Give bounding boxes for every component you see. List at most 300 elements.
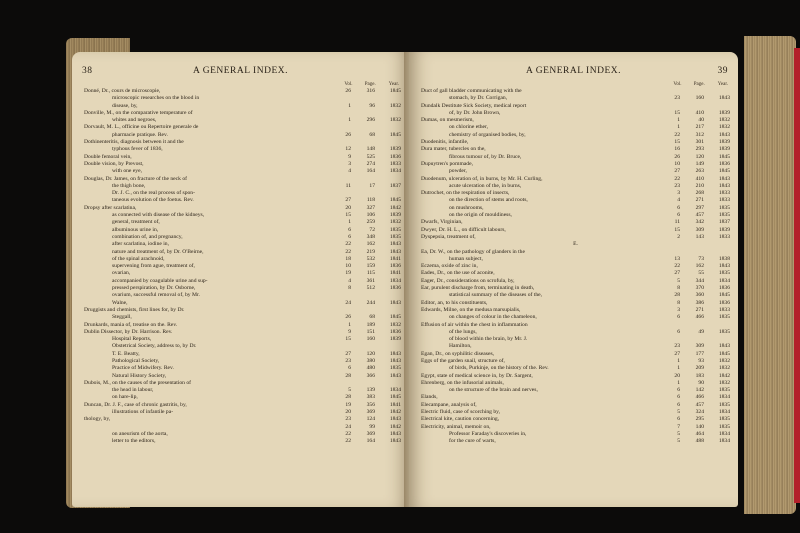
- entry-vol: 13: [674, 255, 680, 262]
- entry-page: 124: [366, 416, 375, 423]
- entry-year: 1832: [389, 219, 401, 226]
- index-entry: [84, 394, 401, 401]
- entry-vol: 5: [677, 438, 680, 445]
- entry-page: 488: [695, 438, 704, 445]
- entry-year: 1832: [718, 365, 730, 372]
- entry-page: 295: [695, 416, 704, 423]
- year-header: Year.: [388, 82, 399, 87]
- entry-year: 1842: [718, 372, 730, 379]
- entry-year: 1842: [389, 409, 401, 416]
- entry-page: 271: [695, 306, 704, 313]
- entry-vol: 15: [345, 212, 351, 219]
- entry-year: 1832: [718, 357, 730, 364]
- index-entry: [421, 307, 730, 314]
- index-entry: [421, 365, 730, 372]
- entry-year: 1836: [718, 160, 730, 167]
- index-entry: [421, 373, 730, 380]
- entry-page: 210: [695, 182, 704, 189]
- entry-vol: 1: [677, 379, 680, 386]
- entry-year: 1839: [389, 336, 401, 343]
- entry-vol: 20: [674, 372, 680, 379]
- entry-vol: 8: [677, 299, 680, 306]
- entry-vol: 24: [345, 299, 351, 306]
- index-entry: [421, 431, 730, 438]
- entry-vol: 22: [345, 438, 351, 445]
- index-entry: [84, 146, 401, 153]
- index-entry: [421, 183, 730, 190]
- entry-page: 118: [366, 197, 375, 204]
- entry-year: 1832: [718, 379, 730, 386]
- entry-page: 410: [695, 175, 704, 182]
- entry-text: letter to the editors,: [112, 438, 156, 445]
- entry-page: 177: [695, 350, 704, 357]
- index-entry: [421, 154, 730, 161]
- entry-page: 263: [695, 168, 704, 175]
- index-entry: [421, 402, 730, 409]
- entry-year: 1845: [389, 394, 401, 401]
- entry-page: 316: [366, 88, 375, 94]
- entry-text: stomach, by Dr. Corrigan,: [449, 95, 508, 102]
- entry-text: powder,: [449, 168, 467, 175]
- index-entry: [421, 88, 730, 95]
- entry-text: Double vision, by Prevost,: [84, 160, 144, 167]
- entry-year: 1843: [389, 438, 401, 445]
- entry-page: 106: [366, 212, 375, 219]
- entry-text: with one eye,: [112, 168, 142, 175]
- entry-text: of birds, Purkinje, on the history of the. Rev.: [449, 365, 549, 372]
- entry-year: 1835: [718, 314, 730, 321]
- index-entry: [84, 110, 401, 117]
- entry-year: 1836: [389, 328, 401, 335]
- entry-vol: 6: [348, 233, 351, 240]
- entry-vol: 5: [348, 387, 351, 394]
- index-entry: [421, 227, 730, 234]
- entry-vol: 27: [345, 197, 351, 204]
- entry-page: 480: [366, 365, 375, 372]
- entry-text: Dyspepsia, treatment of,: [421, 233, 476, 240]
- entry-text: Dwarfs, Virginian,: [421, 219, 463, 226]
- entry-page: 369: [366, 430, 375, 437]
- entry-vol: 6: [348, 226, 351, 233]
- index-entry: [421, 314, 730, 321]
- entry-text: Duncan, Dr. J. F., case of chronic gastritis, by,: [84, 401, 187, 408]
- entry-page: 344: [695, 277, 704, 284]
- entry-vol: 11: [345, 182, 351, 189]
- entry-year: 1835: [718, 387, 730, 394]
- entry-vol: 6: [677, 204, 680, 211]
- index-entry: [421, 146, 730, 153]
- entry-page: 296: [366, 117, 375, 124]
- entry-year: 1845: [389, 314, 401, 321]
- entry-text: microscopic researches on the blood in: [112, 95, 200, 102]
- entry-year: 1843: [389, 248, 401, 255]
- right-running-title: A GENERAL INDEX.: [526, 66, 621, 76]
- right-page-number: 39: [717, 66, 728, 76]
- index-entry: [421, 394, 730, 401]
- entry-text: typhous fever of 1836,: [112, 146, 163, 153]
- entry-page: 309: [695, 226, 704, 233]
- entry-text: Walne,: [112, 299, 128, 306]
- entry-year: 1836: [718, 285, 730, 292]
- index-entry: [421, 409, 730, 416]
- entry-text: Dwyer, Dr. H. L., on difficult labours,: [421, 226, 506, 233]
- entry-text: Dura mater, tubercles on the,: [421, 146, 486, 153]
- entry-text: Natural History Society,: [112, 372, 167, 379]
- entry-year: 1834: [718, 430, 730, 437]
- entry-page: 162: [695, 263, 704, 270]
- entry-text: acute ulceration of the, in burns,: [449, 182, 522, 189]
- entry-text: Eggs of the garden snail, structure of,: [421, 357, 505, 364]
- entry-vol: 6: [677, 394, 680, 401]
- entry-page: 142: [695, 387, 704, 394]
- entry-year: 1836: [389, 285, 401, 292]
- entry-year: 1841: [389, 255, 401, 262]
- entry-vol: 28: [345, 394, 351, 401]
- index-entry: [84, 438, 401, 445]
- entry-vol: 4: [348, 277, 351, 284]
- entry-text: Hospital Reports,: [112, 336, 152, 343]
- entry-text: Duodenum, ulceration of, in burns, by Mr. H. Curling,: [421, 175, 543, 182]
- index-entry: [84, 416, 401, 423]
- vol-header: Vol.: [344, 82, 353, 87]
- entry-page: 148: [366, 146, 375, 153]
- index-entry: [84, 227, 401, 234]
- entry-vol: 6: [677, 401, 680, 408]
- entry-vol: 24: [345, 423, 351, 430]
- entry-page: 327: [366, 204, 375, 211]
- entry-page: 324: [695, 409, 704, 416]
- entry-text: pressed perspiration, by Dr. Osborne,: [112, 285, 196, 292]
- entry-year: 1834: [718, 409, 730, 416]
- entry-page: 162: [366, 241, 375, 248]
- entry-vol: 19: [345, 401, 351, 408]
- entry-text: for the cure of warts,: [449, 438, 496, 445]
- index-entry: [84, 300, 401, 307]
- index-entry: [421, 161, 730, 168]
- entry-text: Electric fluid, case of scorching by,: [421, 409, 501, 416]
- entry-text: Dundalk Destitute Sick Society, medical report: [421, 102, 527, 109]
- entry-year: 1842: [389, 204, 401, 211]
- index-entry: [84, 183, 401, 190]
- entry-text: thology, by,: [84, 416, 111, 423]
- entry-year: 1835: [718, 416, 730, 423]
- entry-vol: 3: [348, 160, 351, 167]
- entry-page: 366: [366, 372, 375, 379]
- entry-page: 90: [698, 379, 704, 386]
- entry-page: 297: [695, 204, 704, 211]
- entry-vol: 23: [345, 357, 351, 364]
- entry-page: 68: [369, 314, 375, 321]
- entry-vol: 26: [345, 131, 351, 138]
- entry-vol: 28: [674, 292, 680, 299]
- index-entry: [421, 256, 730, 263]
- entry-text: supervening from ague, treatment of,: [112, 263, 195, 270]
- entry-text: general, treatment of,: [112, 219, 160, 226]
- index-entry: [84, 103, 401, 110]
- index-entry: [84, 314, 401, 321]
- index-entry: [421, 263, 730, 270]
- index-entry: [421, 234, 730, 241]
- entry-page: 309: [695, 343, 704, 350]
- entry-year: 1843: [389, 241, 401, 248]
- page-header: Page.: [364, 82, 376, 87]
- entry-year: 1845: [389, 88, 401, 94]
- entry-text: the thigh bone,: [112, 182, 146, 189]
- index-entry: [421, 124, 730, 131]
- index-entry: [84, 256, 401, 263]
- entry-page: 164: [366, 168, 375, 175]
- entry-year: 1836: [718, 299, 730, 306]
- index-entry: [421, 380, 730, 387]
- entry-year: 1833: [718, 233, 730, 240]
- index-entry: [84, 387, 401, 394]
- entry-year: 1834: [389, 387, 401, 394]
- index-entry: [84, 322, 401, 329]
- entry-year: 1845: [718, 153, 730, 160]
- entry-text: Dorvault, M. L., officine ou Repertoire generale de: [84, 124, 199, 131]
- index-entry: [84, 409, 401, 416]
- entry-year: 1835: [718, 423, 730, 430]
- index-entry: [421, 358, 730, 365]
- entry-vol: 20: [345, 204, 351, 211]
- index-entry: [84, 190, 401, 197]
- entry-page: 96: [369, 102, 375, 109]
- entry-text: on mushrooms,: [449, 204, 484, 211]
- entry-vol: 6: [348, 365, 351, 372]
- entry-page: 360: [695, 292, 704, 299]
- entry-year: 1839: [718, 139, 730, 146]
- entry-vol: 4: [348, 168, 351, 175]
- entry-page: 457: [695, 401, 704, 408]
- entry-text: Practice of Midwifery. Rev.: [112, 365, 174, 372]
- page-header: Page.: [693, 82, 705, 87]
- index-entry: [84, 278, 401, 285]
- entry-text: Dutrochet, on the respiration of insects,: [421, 190, 510, 197]
- index-entry: [421, 176, 730, 183]
- index-entry: [84, 402, 401, 409]
- index-entry: [84, 168, 401, 175]
- entry-page: 120: [695, 153, 704, 160]
- entry-vol: 27: [674, 350, 680, 357]
- entry-page: 312: [695, 131, 704, 138]
- entry-page: 120: [366, 350, 375, 357]
- entry-text: Egan, Dr., on syphilitic diseases,: [421, 350, 495, 357]
- entry-year: 1843: [389, 350, 401, 357]
- entry-year: 1843: [718, 131, 730, 138]
- entry-vol: 1: [348, 102, 351, 109]
- entry-text: Dubois, M., on the causes of the presentation of: [84, 379, 192, 386]
- entry-vol: 23: [345, 416, 351, 423]
- index-entry: [84, 307, 401, 314]
- entry-page: 348: [366, 233, 375, 240]
- entry-page: 68: [369, 131, 375, 138]
- index-entry: [84, 139, 401, 146]
- entry-vol: 20: [345, 409, 351, 416]
- entry-year: 1843: [389, 430, 401, 437]
- entry-vol: 23: [674, 343, 680, 350]
- entry-vol: 1: [677, 357, 680, 364]
- entry-vol: 22: [345, 430, 351, 437]
- entry-text: whites and negroes,: [112, 117, 157, 124]
- entry-vol: 6: [677, 314, 680, 321]
- entry-page: 73: [698, 255, 704, 262]
- entry-vol: 1: [677, 117, 680, 124]
- entry-text: on the origin of mouldiness,: [449, 212, 512, 219]
- index-entry: [84, 241, 401, 248]
- index-entry: [421, 197, 730, 204]
- entry-page: 139: [366, 387, 375, 394]
- entry-year: 1835: [718, 270, 730, 277]
- entry-year: 1841: [389, 270, 401, 277]
- entry-vol: 23: [674, 95, 680, 102]
- entry-year: 1839: [718, 146, 730, 153]
- section-letter: [421, 241, 730, 248]
- entry-vol: 6: [677, 416, 680, 423]
- entry-year: 1842: [389, 423, 401, 430]
- index-entry: [421, 110, 730, 117]
- entry-year: 1835: [718, 212, 730, 219]
- entry-vol: 3: [677, 190, 680, 197]
- index-entry: [421, 285, 730, 292]
- entry-page: 40: [698, 117, 704, 124]
- entry-text: Professor Faraday's discoveries in,: [449, 430, 527, 437]
- entry-vol: 26: [345, 314, 351, 321]
- entry-vol: 8: [348, 285, 351, 292]
- index-entry: [421, 424, 730, 431]
- entry-year: 1832: [389, 117, 401, 124]
- entry-year: 1845: [389, 131, 401, 138]
- entry-text: the head in labour,: [112, 387, 154, 394]
- entry-year: 1833: [389, 160, 401, 167]
- entry-year: 1843: [718, 182, 730, 189]
- index-entry: [421, 219, 730, 226]
- entry-year: 1839: [718, 109, 730, 116]
- entry-text: Elecampane, analysis of,: [421, 401, 477, 408]
- entry-page: 342: [695, 219, 704, 226]
- entry-page: 512: [366, 285, 375, 292]
- entry-page: 361: [366, 277, 375, 284]
- year-header: Year.: [717, 82, 728, 87]
- index-entry: [421, 322, 730, 329]
- index-entry: [84, 292, 401, 299]
- index-entry: [84, 117, 401, 124]
- entry-vol: 6: [677, 387, 680, 394]
- entry-text: Editor, an, to his constituents,: [421, 299, 488, 306]
- entry-vol: 1: [348, 117, 351, 124]
- index-entry: [84, 373, 401, 380]
- entry-page: 164: [366, 438, 375, 445]
- entry-year: 1843: [718, 95, 730, 102]
- entry-page: 160: [695, 95, 704, 102]
- entry-vol: 22: [674, 131, 680, 138]
- entry-vol: 27: [674, 270, 680, 277]
- entry-year: 1838: [718, 255, 730, 262]
- entry-year: 1835: [718, 204, 730, 211]
- entry-year: 1833: [718, 306, 730, 313]
- entry-year: 1835: [718, 401, 730, 408]
- entry-text: Hamilton,: [449, 343, 472, 350]
- entry-year: 1839: [389, 146, 401, 153]
- entry-text: Electrical kite, caution concerning,: [421, 416, 500, 423]
- entry-year: 1832: [718, 124, 730, 131]
- entry-page: 115: [366, 270, 375, 277]
- vol-header: Vol.: [673, 82, 682, 87]
- entry-vol: 10: [345, 263, 351, 270]
- entry-year: 1832: [718, 117, 730, 124]
- entry-year: 1843: [718, 263, 730, 270]
- entry-text: illustrations of infantile pa-: [112, 409, 174, 416]
- index-entry: [84, 285, 401, 292]
- index-entry: [84, 124, 401, 131]
- right-page-edges: [744, 36, 796, 514]
- entry-year: 1835: [389, 365, 401, 372]
- entry-vol: 18: [345, 255, 351, 262]
- entry-vol: 1: [348, 321, 351, 328]
- entry-page: 99: [369, 423, 375, 430]
- index-entry: [84, 351, 401, 358]
- entry-text: of the lungs,: [449, 328, 477, 335]
- index-entry: [421, 249, 730, 256]
- entry-page: 274: [366, 160, 375, 167]
- entry-text: ovarian,: [112, 270, 131, 277]
- entry-page: 55: [698, 270, 704, 277]
- entry-text: Eager, Dr., considerations on scrofula, by,: [421, 277, 515, 284]
- index-entry: [421, 351, 730, 358]
- entry-text: Dublin Dissector, by Dr. Harrison. Rev.: [84, 328, 173, 335]
- entry-year: 1839: [718, 226, 730, 233]
- entry-page: 268: [695, 190, 704, 197]
- entry-year: 1834: [389, 277, 401, 284]
- entry-page: 219: [366, 248, 375, 255]
- entry-text: Egypt, state of medical science in, by Dr. Sargent,: [421, 372, 533, 379]
- index-entry: [421, 416, 730, 423]
- entry-year: 1843: [718, 343, 730, 350]
- entry-vol: 2: [677, 233, 680, 240]
- entry-year: 1845: [718, 350, 730, 357]
- entry-vol: 5: [677, 430, 680, 437]
- entry-text: ovarium, successful removal of, by Mr.: [112, 292, 200, 299]
- entry-vol: 19: [345, 270, 351, 277]
- entry-text: Ea, Dr. W., on the pathology of glanders in the: [421, 248, 525, 255]
- entry-vol: 22: [674, 175, 680, 182]
- entry-page: 369: [366, 409, 375, 416]
- index-entry: [84, 219, 401, 226]
- index-entry: [84, 88, 401, 95]
- entry-text: Duct of gall bladder communicating with the: [421, 88, 522, 94]
- entry-page: 17: [369, 182, 375, 189]
- entry-vol: 26: [674, 153, 680, 160]
- entry-page: 209: [695, 365, 704, 372]
- index-entry: [421, 139, 730, 146]
- entry-vol: 15: [674, 139, 680, 146]
- entry-vol: 6: [677, 328, 680, 335]
- entry-year: 1835: [718, 328, 730, 335]
- entry-text: Ehrenberg, on the infusorial animals,: [421, 379, 504, 386]
- entry-text: as connected with disease of the kidneys,: [112, 212, 205, 219]
- index-entry: [421, 278, 730, 285]
- entry-text: Douglas, Dr. James, on fracture of the neck of: [84, 175, 187, 182]
- entry-text: albuminous urine in,: [112, 226, 159, 233]
- entry-vol: 22: [674, 263, 680, 270]
- entry-page: 301: [695, 139, 704, 146]
- entry-text: T. E. Beatty,: [112, 350, 140, 357]
- entry-year: 1843: [718, 175, 730, 182]
- entry-text: Dropsy after scarlatina,: [84, 204, 137, 211]
- index-entry: [84, 161, 401, 168]
- entry-year: 1832: [389, 102, 401, 109]
- entry-text: Dr. J. C., on the real process of spon-: [112, 190, 195, 197]
- entry-vol: 3: [677, 306, 680, 313]
